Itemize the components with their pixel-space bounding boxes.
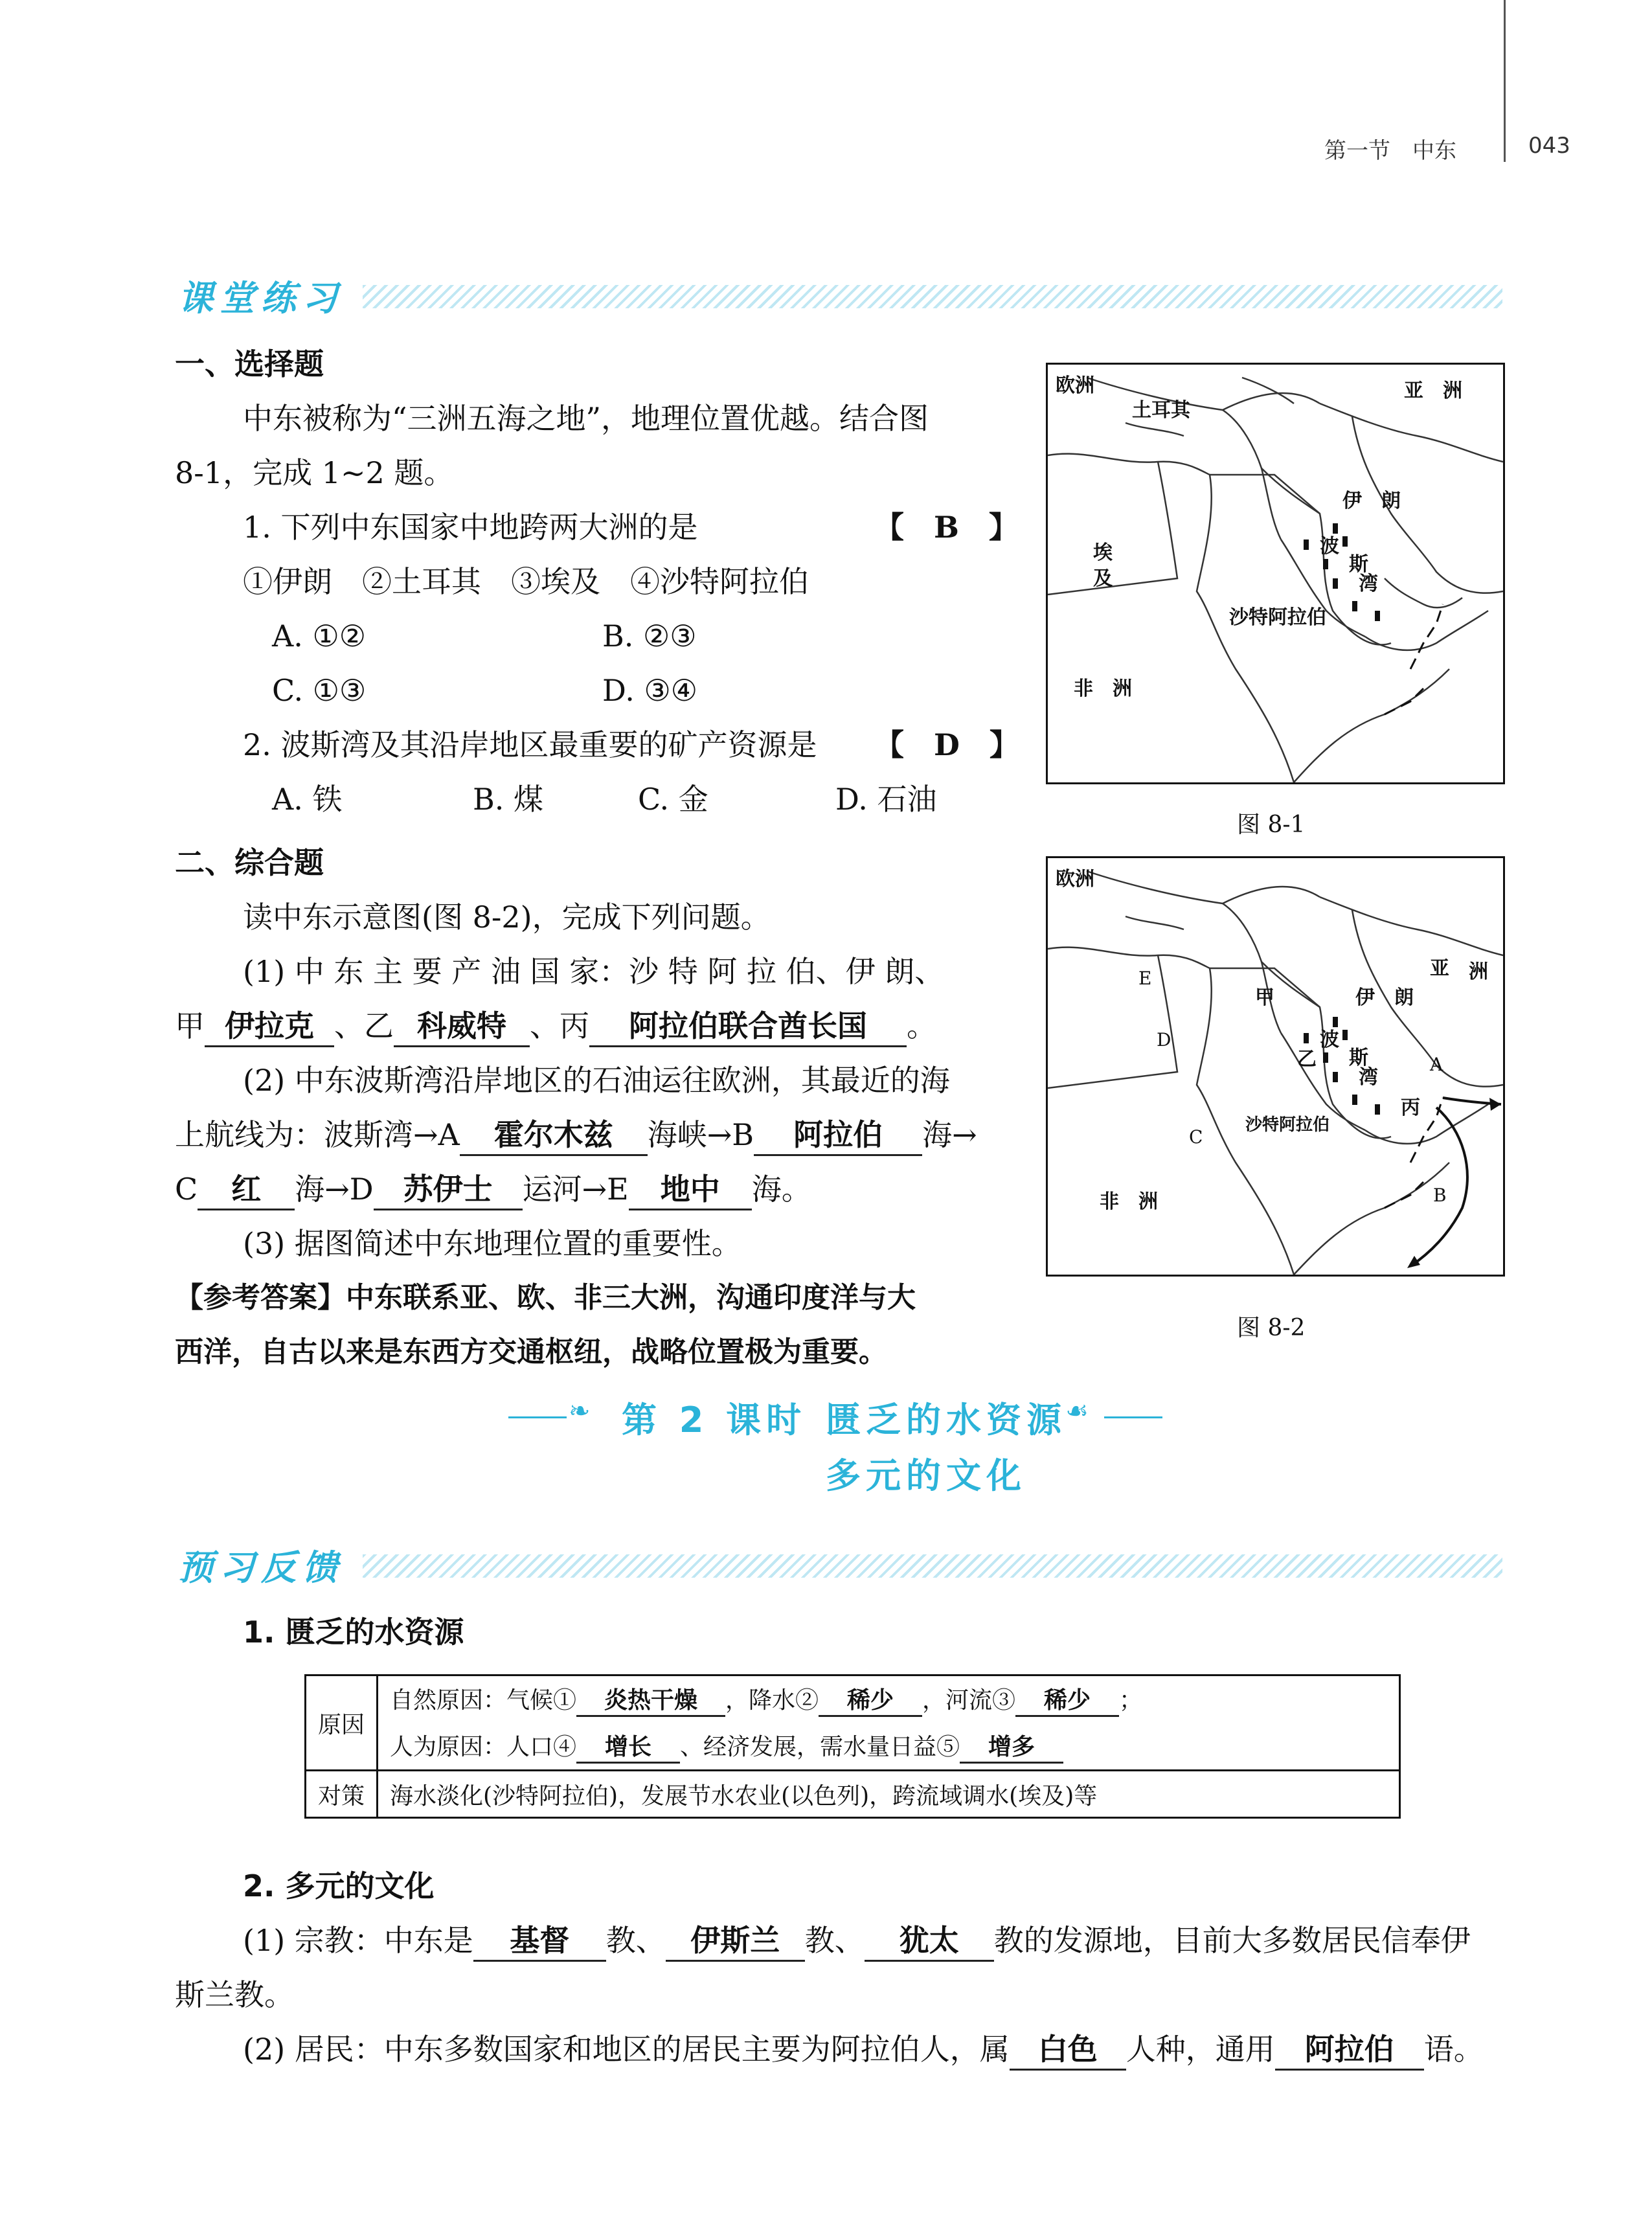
- answer-demand-increase: 增多: [960, 1733, 1063, 1764]
- map2-label-asia: 亚: [1430, 957, 1449, 980]
- map1-label-asia: 亚 洲: [1404, 380, 1462, 402]
- culture-residents: [243, 2022, 1484, 2076]
- map2-label-africa: 非 洲: [1100, 1190, 1158, 1213]
- part1-intro-1: 中东被称为“三洲五海之地”，地理位置优越。结合图: [243, 401, 929, 436]
- culture-religion-line1: [243, 1913, 1471, 1968]
- q2-option-d: D. 石油: [835, 782, 937, 817]
- culture-title: 2. 多元的文化: [243, 1868, 435, 1903]
- map2-label-saudi: 沙特阿拉伯: [1245, 1115, 1330, 1135]
- q2-option-c: C. 金: [638, 782, 708, 817]
- map-8-1-caption: 图 8-1: [1237, 812, 1306, 838]
- q1-answer: 【 B 】: [874, 510, 1019, 545]
- q1-option-b: B. ②③: [602, 619, 697, 653]
- map1-label-gulf-3: 湾: [1359, 573, 1378, 595]
- map1-label-saudi: 沙特阿拉伯: [1229, 606, 1326, 629]
- lesson-ornament-left: ❧: [569, 1396, 596, 1426]
- p2-q1-line2: [175, 999, 936, 1053]
- map2-label-gulf-1: 波: [1320, 1028, 1339, 1051]
- religion-text-1: (1) 宗教：中东是: [243, 1923, 473, 1958]
- reason-label: 原因: [306, 1675, 378, 1771]
- q1-option-a: A. ①②: [272, 619, 366, 653]
- map1-label-africa: 非 洲: [1074, 677, 1132, 700]
- measure-text: 海水淡化(沙特阿拉伯)，发展节水农业(以色列)，跨流域调水(埃及)等: [378, 1771, 1400, 1818]
- map2-label-europe: 欧洲: [1056, 868, 1094, 891]
- preview-title: 预习反馈: [178, 1547, 344, 1588]
- route-text-1: 上航线为：波斯湾→A: [175, 1117, 460, 1152]
- route-text-5: 海→D: [295, 1172, 374, 1207]
- map2-point-b: B: [1433, 1185, 1447, 1206]
- map1-label-iran: 伊 朗: [1342, 490, 1401, 512]
- part1-intro-2: 8-1，完成 1~2 题。: [175, 455, 454, 490]
- map1-label-egypt-2: 及: [1093, 567, 1113, 590]
- p2-q2-line3: [175, 1162, 811, 1216]
- practice-hatch: [363, 285, 1502, 308]
- answer-iraq: 伊拉克: [205, 1006, 334, 1047]
- label-bing: 、丙: [530, 1008, 589, 1043]
- map2-label-yi: 乙: [1297, 1048, 1317, 1071]
- religion-text-3: 教、: [804, 1923, 865, 1958]
- answer-islam: 伊斯兰: [666, 1921, 805, 1962]
- page-number: 043: [1528, 133, 1570, 159]
- route-text-3: 海→: [922, 1117, 977, 1152]
- religion-text-2: 教、: [605, 1923, 666, 1958]
- q2-stem: 2. 波斯湾及其沿岸地区最重要的矿产资源是: [243, 727, 817, 762]
- label-yi: 、乙: [334, 1008, 394, 1043]
- culture-religion-line2: 斯兰教。: [175, 1977, 294, 2012]
- nat-text-4: ；: [1119, 1687, 1143, 1714]
- section-header: 第一节 中东: [1324, 138, 1456, 164]
- lesson-rule-left: [508, 1416, 567, 1418]
- p2-q1-line1: (1) 中 东 主 要 产 油 国 家：沙 特 阿 拉 伯、伊 朗、: [243, 954, 945, 989]
- nat-text-1: 自然原因：气候①: [390, 1687, 577, 1714]
- hum-text-2: 、经济发展，需水量日益⑤: [680, 1734, 960, 1760]
- map-8-1: [1046, 363, 1505, 784]
- route-text-4: C: [175, 1172, 198, 1207]
- answer-hot-dry: 炎热干燥: [576, 1687, 725, 1717]
- q2-answer: 【 D 】: [874, 727, 1019, 762]
- answer-christianity: 基督: [473, 1921, 606, 1962]
- map-8-1-drawing: [1048, 365, 1503, 782]
- map2-label-gulf-2: 斯: [1349, 1047, 1368, 1069]
- map2-point-a: A: [1430, 1054, 1443, 1075]
- map2-label-iran: 伊 朗: [1355, 986, 1414, 1009]
- hum-text-1: 人为原因：人口④: [390, 1734, 577, 1760]
- q1-option-c: C. ①③: [272, 673, 367, 708]
- part1-title: 一、选择题: [175, 346, 324, 381]
- resident-text-3: 语。: [1423, 2032, 1484, 2067]
- measure-label: 对策: [306, 1771, 378, 1818]
- map1-label-gulf-1: 波: [1320, 535, 1339, 558]
- route-text-7: 海。: [751, 1172, 811, 1207]
- lesson-prefix: 第 2 课时: [622, 1400, 807, 1440]
- map2-label-bing: 丙: [1401, 1096, 1420, 1119]
- answer-judaism: 犹太: [865, 1921, 994, 1962]
- answer-mediterranean: 地中: [629, 1170, 752, 1210]
- map-8-2-drawing: [1048, 858, 1503, 1275]
- lesson-rule-right: [1104, 1416, 1162, 1418]
- nat-text-3: ，河流③: [922, 1687, 1016, 1714]
- map2-label-jia: 甲: [1255, 986, 1274, 1009]
- p2-q3: (3) 据图简述中东地理位置的重要性。: [243, 1226, 741, 1261]
- part2-title: 二、综合题: [175, 845, 324, 880]
- map2-point-d: D: [1157, 1029, 1171, 1051]
- lesson-title-1: 匮乏的水资源: [826, 1400, 1067, 1440]
- answer-uae: 阿拉伯联合酋长国: [589, 1006, 907, 1047]
- q1-items: ①伊朗 ②土耳其 ③埃及 ④沙特阿拉伯: [243, 564, 809, 599]
- map-8-2-caption: 图 8-2: [1237, 1315, 1306, 1341]
- route-text-6: 运河→E: [522, 1172, 629, 1207]
- water-table: [304, 1674, 1401, 1819]
- label-jia: 甲: [175, 1008, 205, 1043]
- nat-text-2: ，降水②: [725, 1687, 819, 1714]
- practice-title: 课堂练习: [178, 278, 344, 319]
- map1-label-gulf-2: 斯: [1349, 553, 1368, 576]
- resident-text-2: 人种，通用: [1126, 2032, 1275, 2067]
- water-title: 1. 匮乏的水资源: [243, 1615, 464, 1650]
- p2-q2-line2: [175, 1107, 977, 1162]
- answer-rain-scarce: 稀少: [819, 1687, 922, 1717]
- preview-hatch: [363, 1554, 1502, 1578]
- map-8-2: [1046, 856, 1505, 1277]
- map2-point-c: C: [1189, 1126, 1203, 1148]
- route-text-2: 海峡→B: [647, 1117, 754, 1152]
- header-rule: [1504, 0, 1506, 162]
- answer-red: 红: [198, 1170, 295, 1210]
- lesson-ornament-right: ☙: [1065, 1396, 1094, 1426]
- reference-answer-1: 【参考答案】中东联系亚、欧、非三大洲，沟通印度洋与大: [175, 1281, 916, 1314]
- map2-label-gulf-3: 湾: [1359, 1066, 1378, 1089]
- reference-answer-2: 西洋，自古以来是东西方交通枢纽，战略位置极为重要。: [175, 1335, 887, 1369]
- q2-option-a: A. 铁: [272, 782, 343, 817]
- map1-label-turkey: 土耳其: [1132, 399, 1190, 422]
- part2-intro: 读中东示意图(图 8-2)，完成下列问题。: [243, 900, 771, 935]
- natural-reason: [378, 1675, 1400, 1723]
- map2-label-asia-2: 洲: [1469, 960, 1488, 983]
- answer-white-race: 白色: [1010, 2030, 1126, 2071]
- q2-option-b: B. 煤: [473, 782, 544, 817]
- answer-population-growth: 增长: [576, 1733, 680, 1764]
- q1-option-d: D. ③④: [602, 673, 697, 708]
- p2-q2-line1: (2) 中东波斯湾沿岸地区的石油运往欧洲，其最近的海: [243, 1063, 950, 1098]
- map1-label-egypt-1: 埃: [1093, 541, 1113, 564]
- answer-river-scarce: 稀少: [1015, 1687, 1119, 1717]
- map2-point-e: E: [1138, 968, 1152, 989]
- map1-label-europe: 欧洲: [1056, 374, 1094, 397]
- human-reason: [378, 1723, 1400, 1771]
- religion-text-4: 教的发源地，目前大多数居民信奉伊: [993, 1923, 1471, 1958]
- resident-text-1: (2) 居民：中东多数国家和地区的居民主要为阿拉伯人，属: [243, 2032, 1010, 2067]
- answer-suez: 苏伊士: [374, 1170, 523, 1210]
- answer-kuwait: 科威特: [394, 1006, 530, 1047]
- answer-hormuz: 霍尔木兹: [460, 1115, 648, 1156]
- line-end: 。: [907, 1008, 936, 1043]
- answer-arabic: 阿拉伯: [1275, 2030, 1424, 2071]
- answer-arabian: 阿拉伯: [754, 1115, 922, 1156]
- q1-stem: 1. 下列中东国家中地跨两大洲的是: [243, 510, 698, 545]
- lesson-title-2: 多元的文化: [826, 1455, 1026, 1496]
